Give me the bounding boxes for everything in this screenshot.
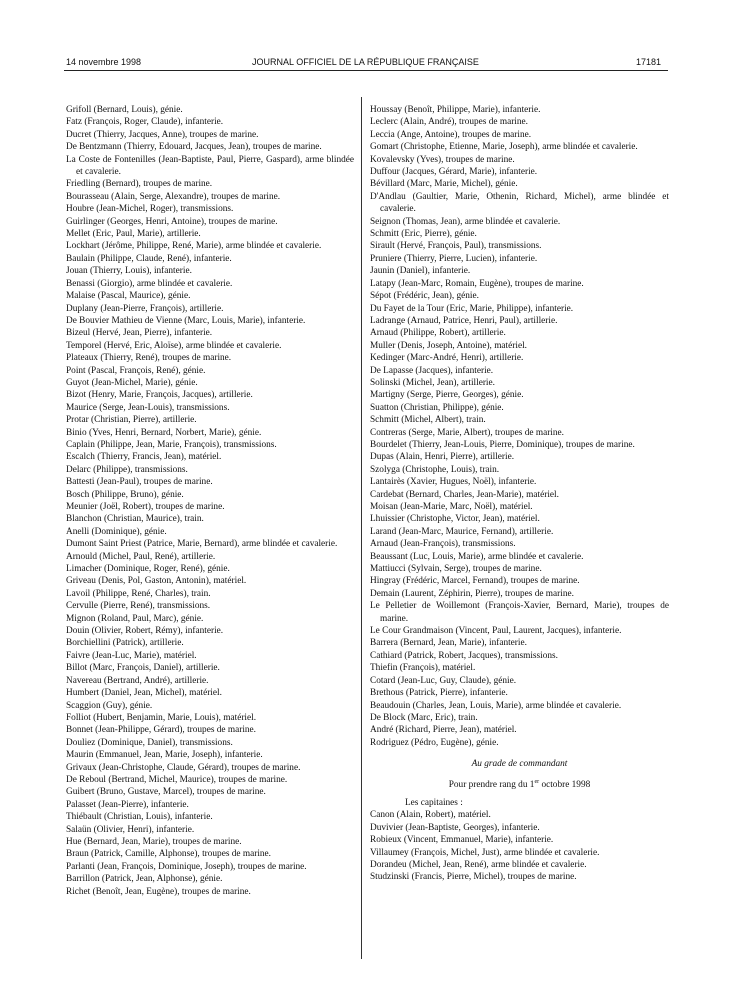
list-entry: Thiébault (Christian, Louis), infanterie.	[66, 812, 213, 823]
left-column	[66, 104, 354, 898]
list-entry: De Lapasse (Jacques), infanterie.	[370, 365, 494, 376]
list-entry: Latapy (Jean-Marc, Romain, Eugène), troupes de marine.	[370, 278, 584, 289]
list-entry: Caplain (Philippe, Jean, Marie, François), transmissions.	[66, 439, 277, 450]
list-entry: Mellet (Eric, Paul, Marie), artillerie.	[66, 229, 201, 240]
list-entry: Lhuissier (Christophe, Victor, Jean), matériel.	[370, 514, 540, 525]
list-entry: Maurin (Emmanuel, Jean, Marie, Joseph), infanterie.	[66, 750, 263, 761]
list-entry: Arnaud (Jean-François), transmissions.	[370, 539, 516, 550]
list-entry: Griveau (Denis, Pol, Gaston, Antonin), matériel.	[66, 576, 247, 587]
list-entry: Leclerc (Alain, André), troupes de marine.	[370, 117, 528, 128]
list-entry: Guirlinger (Georges, Henri, Antoine), troupes de marine.	[66, 216, 278, 227]
list-entry: Martigny (Serge, Pierre, Georges), génie.	[370, 390, 524, 401]
header-date: 14 novembre 1998	[66, 57, 142, 67]
header-journal-title: JOURNAL OFFICIEL DE LA RÉPUBLIQUE FRANÇAISE	[252, 57, 479, 67]
list-entry: Kedinger (Marc-André, Henri), artillerie.	[370, 353, 524, 364]
list-entry: André (Richard, Pierre, Jean), matériel.	[370, 725, 517, 736]
list-entry: Barrera (Bernard, Jean, Marie), infanterie.	[370, 638, 527, 649]
list-entry: Muller (Denis, Joseph, Antoine), matériel.	[370, 340, 527, 351]
list-entry: Dumont Saint Priest (Patrice, Marie, Bernard), arme blindée et cavalerie.	[66, 539, 338, 550]
section-title: Au grade de commandant	[471, 759, 568, 770]
list-entry: Benassi (Giorgio), arme blindée et cavalerie.	[66, 278, 233, 289]
list-entry: Braun (Patrick, Camille, Alphonse), troupes de marine.	[66, 849, 271, 860]
list-entry: Protar (Christian, Pierre), artillerie.	[66, 415, 197, 426]
list-entry: Guibert (Bruno, Gustave, Marcel), troupes de marine.	[66, 787, 266, 798]
list-entry: Malaise (Pascal, Maurice), génie.	[66, 291, 191, 302]
list-entry: Villaumey (François, Michel, Just), arme blindée et cavalerie.	[370, 847, 600, 858]
header-page-number: 17181	[635, 57, 661, 67]
list-entry: Le Pelletier de Woillemont (François-Xavier, Bernard, Marie), troupes de marine.	[370, 601, 669, 624]
list-entry: Douliez (Dominique, Daniel), transmissions.	[66, 737, 233, 748]
list-entry: Houssay (Benoît, Philippe, Marie), infanterie.	[370, 105, 541, 115]
list-entry: Plateaux (Thierry, René), troupes de marine.	[66, 353, 232, 364]
list-entry: Thiefin (François), matériel.	[370, 663, 476, 674]
list-entry: Meunier (Joël, Robert), troupes de marine.	[66, 502, 225, 512]
list-entry: Baulain (Philippe, Claude, René), infanterie.	[66, 253, 232, 264]
list-entry: Houbre (Jean-Michel, Roger), transmissions.	[66, 204, 234, 215]
list-entry: Sirault (Hervé, François, Paul), transmissions.	[370, 241, 542, 252]
list-entry: Mattiucci (Sylvain, Serge), troupes de marine.	[370, 564, 542, 575]
list-entry: Navereau (Bertrand, André), artillerie.	[66, 675, 209, 686]
section-subtitle-sup: er	[534, 778, 540, 785]
list-entry: Schmitt (Michel, Albert), train.	[370, 415, 486, 426]
header-rule	[64, 70, 668, 71]
list-entry: Bosch (Philippe, Bruno), génie.	[66, 489, 184, 500]
list-entry: Suatton (Christian, Philippe), génie.	[370, 402, 504, 413]
list-entry: Point (Pascal, François, René), génie.	[66, 365, 206, 376]
list-entry: Duvivier (Jean-Baptiste, Georges), infanterie.	[370, 822, 540, 833]
list-entry: Larand (Jean-Marc, Maurice, Fernand), artillerie.	[370, 526, 554, 537]
list-entry: Lavoil (Philippe, René, Charles), train.	[66, 588, 211, 599]
list-entry: Douin (Olivier, Robert, Rémy), infanterie.	[66, 626, 224, 637]
section-subtitle	[370, 776, 669, 792]
list-entry: Delarc (Philippe), transmissions.	[66, 464, 188, 475]
list-entry: Richet (Benoît, Jean, Eugène), troupes de marine.	[66, 886, 251, 897]
section-label: Les capitaines :	[405, 798, 463, 809]
list-entry: Humbert (Daniel, Jean, Michel), matériel.	[66, 688, 222, 699]
list-entry: Bonnet (Jean-Philippe, Gérard), troupes de marine.	[66, 725, 257, 736]
list-entry: Friedling (Bernard), troupes de marine.	[66, 179, 213, 190]
list-entry: Grifoll (Bernard, Louis), génie.	[66, 105, 183, 115]
list-entry: Pruniere (Thierry, Pierre, Lucien), infanterie.	[370, 253, 538, 264]
list-entry: Duffour (Jacques, Gérard, Marie), infanterie.	[370, 167, 538, 178]
list-entry: Jouan (Thierry, Louis), infanterie.	[66, 266, 192, 277]
list-entry: Faivre (Jean-Luc, Marie), matériel.	[66, 650, 197, 661]
list-entry: Grivaux (Jean-Christophe, Claude, Gérard), troupes de marine.	[66, 762, 301, 773]
list-entry: Bourasseau (Alain, Serge, Alexandre), troupes de marine.	[66, 191, 281, 202]
list-entry: Leccia (Ange, Antoine), troupes de marine.	[370, 129, 532, 140]
list-entry: Gomart (Christophe, Etienne, Marie, Joseph), arme blindée et cavalerie.	[370, 142, 638, 153]
list-entry: Contreras (Serge, Marie, Albert), troupes de marine.	[370, 427, 564, 438]
list-entry: Lockhart (Jérôme, Philippe, René, Marie), arme blindée et cavalerie.	[66, 241, 322, 252]
list-entry: Duplany (Jean-Pierre, François), artillerie.	[66, 303, 224, 314]
list-entry: Salaün (Olivier, Henri), infanterie.	[66, 824, 195, 835]
list-entry: Ladrange (Arnaud, Patrice, Henri, Paul), artillerie.	[370, 315, 558, 326]
list-entry: Bourdelet (Thierry, Jean-Louis, Pierre, Dominique), troupes de marine.	[370, 439, 635, 450]
list-entry: Rodriguez (Pédro, Eugène), génie.	[370, 737, 499, 748]
list-entry: Temporel (Hervé, Eric, Aloïse), arme blindée et cavalerie.	[66, 340, 282, 351]
list-entry: Demain (Laurent, Zéphirin, Pierre), troupes de marine.	[370, 588, 574, 599]
list-entry: Guyot (Jean-Michel, Marie), génie.	[66, 377, 198, 388]
list-entry: Palasset (Jean-Pierre), infanterie.	[66, 799, 189, 810]
list-entry: Moisan (Jean-Marie, Marc, Noël), matériel.	[370, 502, 533, 512]
list-entry: Parlanti (Jean, François, Dominique, Joseph), troupes de marine.	[66, 861, 307, 872]
list-entry: Du Fayet de la Tour (Eric, Marie, Philippe), infanterie.	[370, 303, 574, 314]
list-entry: Beaussant (Luc, Louis, Marie), arme blindée et cavalerie.	[370, 551, 584, 562]
list-entry: Bizeul (Hervé, Jean, Pierre), infanterie.	[66, 328, 213, 339]
list-entry: Szolyga (Christophe, Louis), train.	[370, 464, 500, 475]
list-entry: Dorandeu (Michel, Jean, René), arme blindée et cavalerie.	[370, 860, 587, 871]
list-entry: Borchiellini (Patrick), artillerie.	[66, 638, 184, 649]
list-entry: D'Andlau (Gaultier, Marie, Othenin, Richard, Michel), arme blindée et cavalerie.	[370, 191, 669, 215]
list-entry: Le Cour Grandmaison (Vincent, Paul, Laurent, Jacques), infanterie.	[370, 626, 622, 637]
right-column-list-a	[370, 104, 669, 749]
list-entry: Dupas (Alain, Henri, Pierre), artillerie.	[370, 452, 515, 463]
list-entry: Cervulle (Pierre, René), transmissions.	[66, 601, 211, 612]
list-entry: Cathiard (Patrick, Robert, Jacques), transmissions.	[370, 650, 558, 661]
right-column	[370, 104, 669, 884]
list-entry: De Bentzmann (Thierry, Edouard, Jacques, Jean), troupes de marine.	[66, 142, 322, 153]
list-entry: Ducret (Thierry, Jacques, Anne), troupes de marine.	[66, 129, 259, 140]
section-subtitle-pre: Pour prendre rang du 1	[448, 779, 535, 790]
list-entry: Solinski (Michel, Jean), artillerie.	[370, 377, 495, 388]
column-divider	[361, 97, 362, 959]
list-entry: Bizot (Henry, Marie, François, Jacques), artillerie.	[66, 390, 253, 401]
list-entry: De Block (Marc, Eric), train.	[370, 712, 478, 723]
list-entry: Studzinski (Francis, Pierre, Michel), troupes de marine.	[370, 872, 577, 883]
list-entry: Cotard (Jean-Luc, Guy, Claude), génie.	[370, 675, 517, 686]
list-entry: Kovalevsky (Yves), troupes de marine.	[370, 154, 515, 165]
list-entry: Brethous (Patrick, Pierre), infanterie.	[370, 688, 508, 699]
list-entry: Anelli (Dominique), génie.	[66, 526, 167, 537]
list-entry: Billot (Marc, François, Daniel), artillerie.	[66, 663, 220, 674]
right-column-list-b	[370, 809, 669, 883]
list-entry: Fatz (François, Roger, Claude), infanterie.	[66, 117, 224, 128]
list-entry: Seignon (Thomas, Jean), arme blindée et cavalerie.	[370, 216, 561, 227]
list-entry: Battesti (Jean-Paul), troupes de marine.	[66, 477, 213, 488]
list-entry: Canon (Alain, Robert), matériel.	[370, 810, 491, 821]
list-entry: Robieux (Vincent, Emmanuel, Marie), infanterie.	[370, 835, 554, 846]
list-entry: Scaggion (Guy), génie.	[66, 700, 153, 711]
list-entry: Maurice (Serge, Jean-Louis), transmissions.	[66, 402, 230, 413]
list-entry: De Bouvier Mathieu de Vienne (Marc, Louis, Marie), infanterie.	[66, 315, 306, 326]
list-entry: Escalch (Thierry, Francis, Jean), matériel.	[66, 452, 222, 463]
section-subtitle-post: octobre 1998	[539, 779, 591, 790]
list-entry: Cardebat (Bernard, Charles, Jean-Marie), matériel.	[370, 489, 559, 500]
list-entry: Schmitt (Eric, Pierre), génie.	[370, 229, 477, 240]
list-entry: Hue (Bernard, Jean, Marie), troupes de marine.	[66, 836, 242, 847]
list-entry: Bévillard (Marc, Marie, Michel), génie.	[370, 179, 518, 190]
list-entry: De Reboul (Bertrand, Michel, Maurice), troupes de marine.	[66, 774, 288, 785]
list-entry: Sépot (Frédéric, Jean), génie.	[370, 291, 479, 302]
list-entry: Beaudouin (Charles, Jean, Louis, Marie), arme blindée et cavalerie.	[370, 700, 622, 711]
list-entry: Binio (Yves, Henri, Bernard, Norbert, Marie), génie.	[66, 427, 262, 438]
list-entry: Arnould (Michel, Paul, René), artillerie.	[66, 551, 216, 562]
list-entry: Mignon (Roland, Paul, Marc), génie.	[66, 613, 204, 624]
list-entry: Jaunin (Daniel), infanterie.	[370, 266, 471, 277]
list-entry: Lantairès (Xavier, Hugues, Noël), infanterie.	[370, 477, 537, 488]
list-entry: Folliot (Hubert, Benjamin, Marie, Louis), matériel.	[66, 712, 257, 723]
list-entry: Arnaud (Philippe, Robert), artillerie.	[370, 328, 506, 339]
list-entry: La Coste de Fontenilles (Jean-Baptiste, Paul, Pierre, Gaspard), arme blindée et cavalerie.	[66, 154, 354, 178]
list-entry: Hingray (Frédéric, Marcel, Fernand), troupes de marine.	[370, 576, 580, 587]
list-entry: Blanchon (Christian, Maurice), train.	[66, 514, 204, 525]
list-entry: Limacher (Dominique, Roger, René), génie.	[66, 564, 230, 575]
list-entry: Barrillon (Patrick, Jean, Alphonse), génie.	[66, 874, 223, 885]
